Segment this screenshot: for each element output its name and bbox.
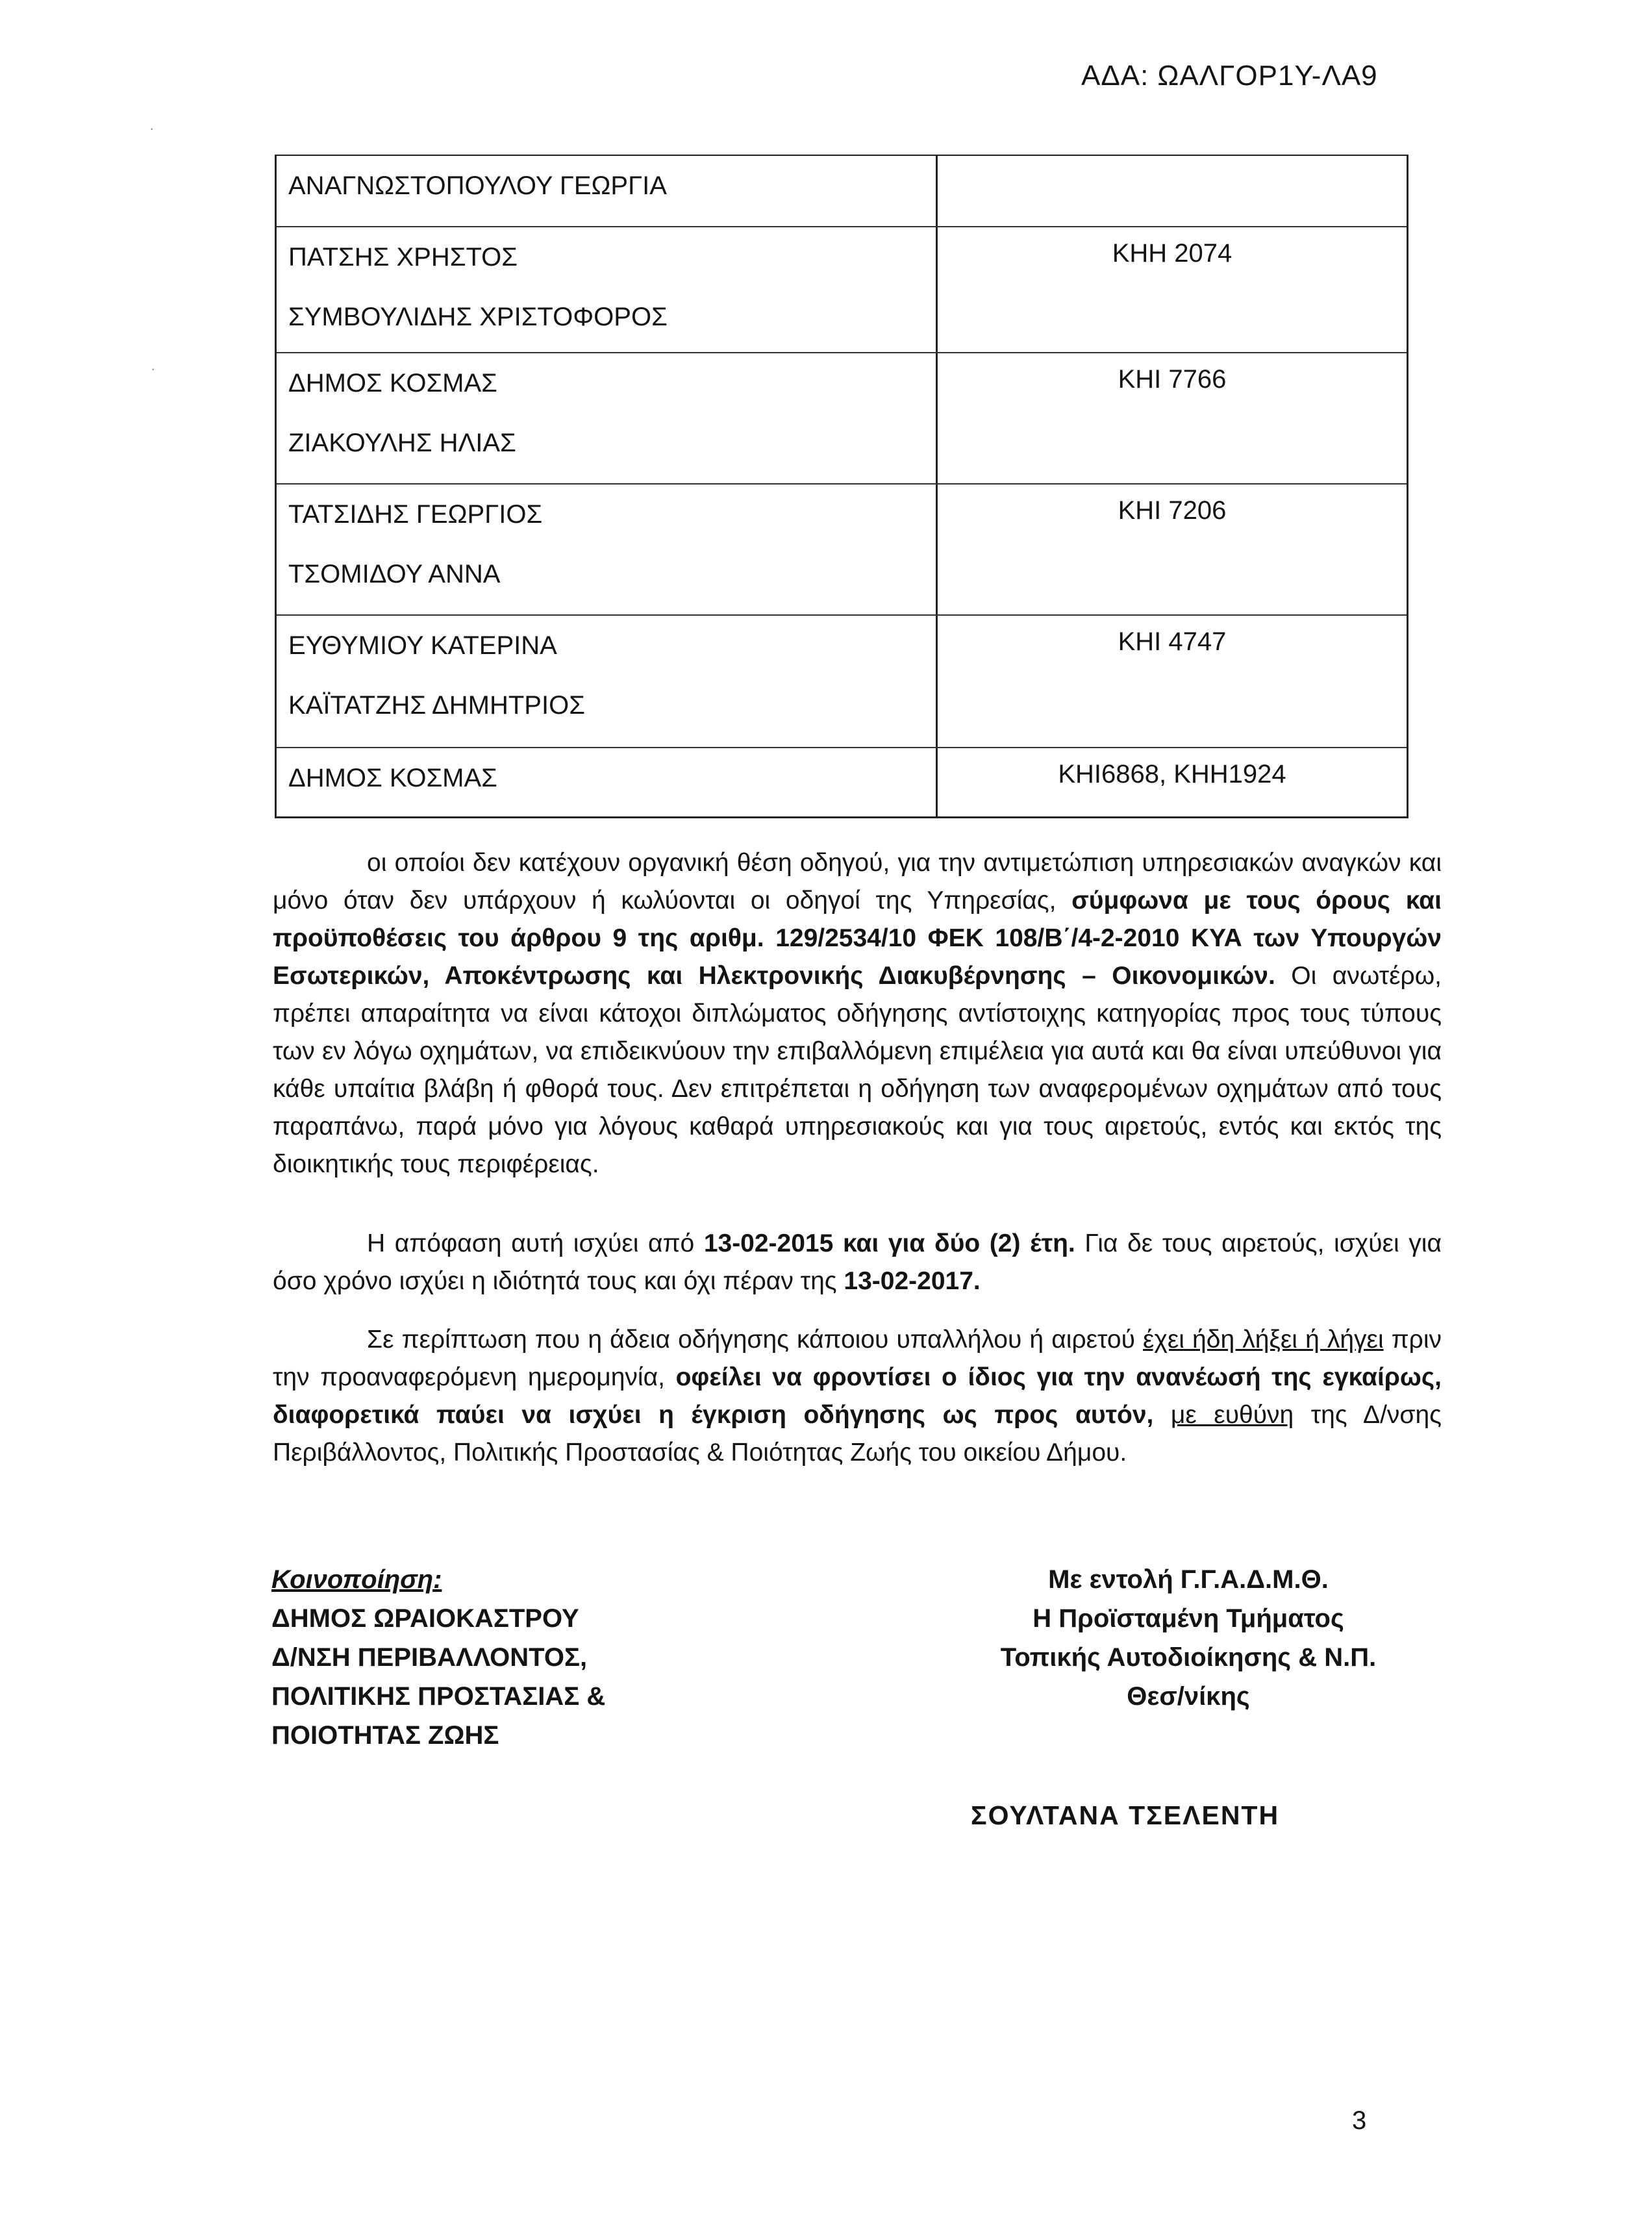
notification-line: ΔΗΜΟΣ ΩΡΑΙΟΚΑΣΤΡΟΥ — [271, 1604, 579, 1633]
table-row — [277, 614, 1407, 747]
notification-line: ΠΟΛΙΤΙΚΗΣ ΠΡΟΣΤΑΣΙΑΣ & — [271, 1682, 606, 1711]
vehicle-plates: ΚΗΙ6868, ΚΗΗ1924 — [1058, 760, 1286, 788]
table-row — [277, 483, 1407, 614]
body-paragraph-validity: Η απόφαση αυτή ισχύει από 13-02-2015 και για δύο (2) έτη. Για δε τους αιρετούς, ισχύει για όσο χρόνο ισχύει η ιδιότητά τους και όχι πέραν της 13-02-2017. — [273, 1229, 1442, 1295]
driver-name: ΤΣΟΜΙΔΟΥ ΑΝΝΑ — [288, 560, 501, 588]
page-number: 3 — [1352, 2106, 1367, 2135]
driver-name: ΖΙΑΚΟΥΛΗΣ ΗΛΙΑΣ — [288, 429, 516, 457]
table-row — [277, 352, 1407, 483]
scan-speck: · — [151, 360, 156, 377]
notification-title: Κοινοποίηση: — [271, 1565, 442, 1594]
vehicle-plates — [938, 156, 1407, 226]
signature-line: Η Προϊσταμένη Τμήματος — [1032, 1604, 1344, 1633]
vehicle-plates: ΚΗΗ 2074 — [1112, 239, 1233, 268]
notification-block — [271, 1560, 605, 1755]
notification-line: ΠΟΙΟΤΗΤΑΣ ΖΩΗΣ — [271, 1721, 499, 1750]
signature-line: Τοπικής Αυτοδιοίκησης & Ν.Π. — [1000, 1643, 1377, 1672]
drivers-vehicles-table — [275, 155, 1408, 818]
table-row — [277, 156, 1407, 226]
table-row — [277, 226, 1407, 352]
driver-name: ΕΥΘΥΜΙΟΥ ΚΑΤΕΡΙΝΑ — [288, 631, 557, 660]
driver-name: ΔΗΜΟΣ ΚΟΣΜΑΣ — [288, 369, 497, 397]
ada-code: ΑΔΑ: ΩΑΛΓΟΡ1Υ-ΛΑ9 — [1081, 60, 1378, 92]
driver-name: ΠΑΤΣΗΣ ΧΡΗΣΤΟΣ — [288, 243, 518, 271]
vehicle-plates: ΚΗΙ 4747 — [1118, 627, 1227, 656]
driver-name: ΣΥΜΒΟΥΛΙΔΗΣ ΧΡΙΣΤΟΦΟΡΟΣ — [288, 303, 668, 331]
driver-name: ΑΝΑΓΝΩΣΤΟΠΟΥΛΟΥ ΓΕΩΡΓΙΑ — [288, 171, 667, 200]
vehicle-plates: ΚΗΙ 7206 — [1118, 496, 1227, 525]
driver-name: ΚΑΪΤΑΤΖΗΣ ΔΗΜΗΤΡΙΟΣ — [288, 691, 585, 720]
body-paragraph-license-renewal: Σε περίπτωση που η άδεια οδήγησης κάποιου υπαλλήλου ή αιρετού έχει ήδη λήξει ή λήγει πριν την προαναφερόμενη ημερομηνία, οφείλει να φροντίσει ο ίδιος για την ανανέωσή της εγκαίρως, διαφορετικά παύει να ισχύει η έγκριση οδήγησης ως προς αυτόν, με ευθύνη της Δ/νσης Περιβάλλοντος, Πολιτικής Προστασίας & Ποιότητας Ζωής του οικείου Δήμου. — [273, 1326, 1442, 1467]
body-paragraph-conditions: οι οποίοι δεν κατέχουν οργανική θέση οδηγού, για την αντιμετώπιση υπηρεσιακών αναγκών και μόνο όταν δεν υπάρχουν ή κωλύονται οι οδηγοί της Υπηρεσίας, σύμφωνα με τους όρους και προϋποθέσεις του άρθρου 9 της αριθμ. 129/2534/10 ΦΕΚ 108/Β΄/4-2-2010 ΚΥΑ των Υπουργών Εσωτερικών, Αποκέντρωσης και Ηλεκτρονικής Διακυβέρνησης – Οικονομικών. Οι ανωτέρω, πρέπει απαραίτητα να είναι κάτοχοι διπλώματος οδήγησης αντίστοιχης κατηγορίας προς τους τύπους των εν λόγω οχημάτων, να επιδεικνύουν την επιβαλλόμενη επιμέλεια για αυτά και θα είναι υπεύθυνοι για κάθε υπαίτια βλάβη ή φθορά τους. Δεν επιτρέπεται η οδήγηση των αναφερομένων οχημάτων από τους παραπάνω, παρά μόνο για λόγους καθαρά υπηρεσιακούς και για τους αιρετούς, εντός και εκτός της διοικητικής τους περιφέρειας. — [273, 849, 1442, 1178]
vehicle-plates: ΚΗΙ 7766 — [1118, 365, 1227, 394]
driver-name: ΔΗΜΟΣ ΚΟΣΜΑΣ — [288, 764, 497, 792]
signature-line: Με εντολή Γ.Γ.Α.Δ.Μ.Θ. — [1048, 1565, 1329, 1594]
driver-name: ΤΑΤΣΙΔΗΣ ΓΕΩΡΓΙΟΣ — [288, 500, 543, 529]
notification-line: Δ/ΝΣΗ ΠΕΡΙΒΑΛΛΟΝΤΟΣ, — [271, 1643, 588, 1672]
signature-line: Θεσ/νίκης — [1127, 1682, 1250, 1711]
signature-block — [922, 1560, 1455, 1716]
table-row — [277, 747, 1407, 816]
signer-name: ΣΟΥΛΤΑΝΑ ΤΣΕΛΕΝΤΗ — [971, 1800, 1280, 1830]
scan-speck: · — [149, 120, 155, 136]
